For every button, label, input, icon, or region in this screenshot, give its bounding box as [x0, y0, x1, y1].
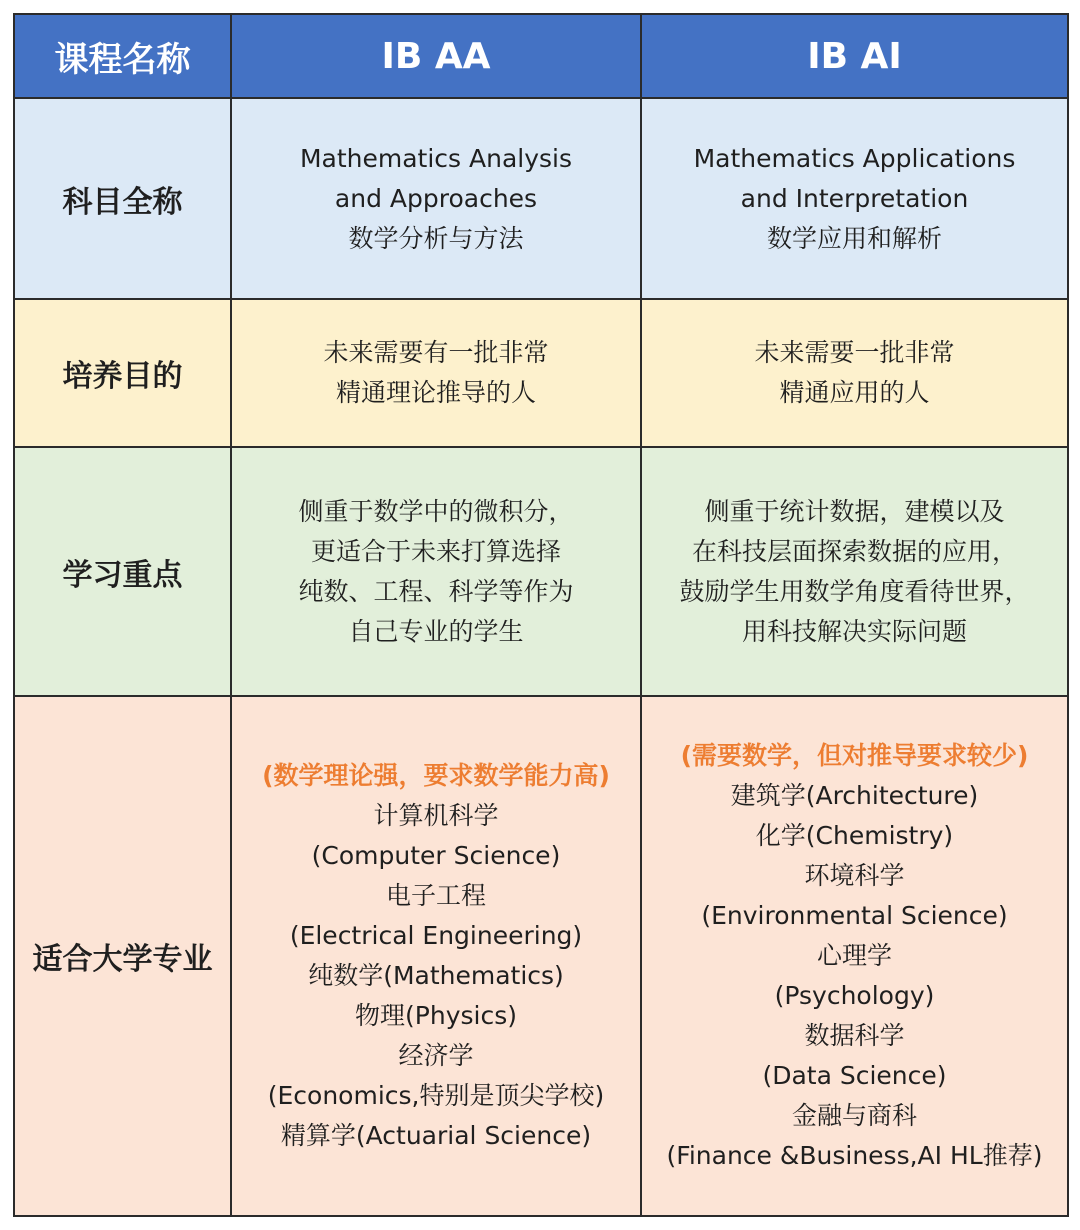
major-item: 纯数学(Mathematics)	[308, 961, 564, 990]
major-item: (Electrical Engineering)	[289, 921, 583, 950]
cell-line: 用科技解决实际问题	[741, 616, 967, 646]
row-focus	[14, 447, 1068, 696]
major-item: 电子工程	[385, 881, 486, 910]
major-item: (Psychology)	[774, 981, 935, 1010]
header-label: 课程名称	[14, 14, 231, 98]
major-item: 环境科学	[804, 861, 905, 890]
major-item: 物理(Physics)	[355, 1001, 517, 1030]
major-item: (Data Science)	[762, 1061, 947, 1090]
major-item: 经济学	[398, 1041, 474, 1070]
header-ib-aa: IB AA	[231, 14, 641, 98]
cell-majors-aa	[231, 696, 641, 1216]
comparison-table	[13, 13, 1069, 1217]
cell-majors-ai	[641, 696, 1068, 1216]
majors-note-aa: (数学理论强，要求数学能力高)	[262, 761, 610, 790]
header-ib-ai: IB AI	[641, 14, 1068, 98]
major-item: 数据科学	[804, 1021, 905, 1050]
cell-line: 未来需要有一批非常	[323, 338, 549, 367]
major-item: 化学(Chemistry)	[755, 821, 954, 850]
cell-goal-ai	[641, 299, 1068, 447]
cell-line: 纯数、工程、科学等作为	[298, 576, 574, 606]
major-item: 精算学(Actuarial Science)	[280, 1121, 592, 1150]
cell-line: and Approaches	[334, 183, 538, 213]
major-item: 计算机科学	[373, 801, 499, 830]
header-row	[14, 14, 1068, 98]
cell-line: 精通应用的人	[779, 378, 930, 407]
row-label-focus: 学习重点	[14, 447, 231, 696]
major-item: (Environmental Science)	[701, 901, 1008, 930]
cell-line: Mathematics Applications	[693, 143, 1016, 173]
cell-line: 鼓励学生用数学角度看待世界，	[679, 576, 1030, 606]
row-label-full-name: 科目全称	[14, 98, 231, 299]
cell-full-name-ai	[641, 98, 1068, 299]
cell-line: Mathematics Analysis	[299, 143, 573, 173]
cell-line: 数学分析与方法	[348, 223, 524, 253]
cell-focus-aa	[231, 447, 641, 696]
major-item: 金融与商科	[791, 1101, 917, 1130]
majors-note-ai: (需要数学，但对推导要求较少)	[680, 741, 1029, 770]
row-full-name	[14, 98, 1068, 299]
cell-focus-ai	[641, 447, 1068, 696]
cell-line: 更适合于未来打算选择	[310, 536, 561, 566]
cell-line: 在科技层面探索数据的应用，	[691, 536, 1017, 566]
cell-line: 自己专业的学生	[348, 616, 524, 646]
major-item: 心理学	[816, 941, 892, 970]
row-label-majors: 适合大学专业	[14, 696, 231, 1216]
cell-line: 精通理论推导的人	[335, 378, 536, 407]
row-label-goal: 培养目的	[14, 299, 231, 447]
cell-full-name-aa	[231, 98, 641, 299]
cell-line: 侧重于统计数据，建模以及	[704, 496, 1005, 526]
cell-line: 未来需要一批非常	[754, 338, 955, 367]
row-majors	[14, 696, 1068, 1216]
cell-goal-aa	[231, 299, 641, 447]
row-goal	[14, 299, 1068, 447]
major-item: (Finance &Business,AI HL推荐)	[666, 1141, 1043, 1170]
major-item: (Computer Science)	[311, 841, 561, 870]
cell-line: 数学应用和解析	[766, 223, 942, 253]
cell-line: and Interpretation	[740, 183, 969, 213]
major-item: 建筑学(Architecture)	[730, 781, 979, 810]
cell-line: 侧重于数学中的微积分，	[298, 496, 574, 526]
major-item: (Economics,特别是顶尖学校)	[267, 1081, 605, 1110]
